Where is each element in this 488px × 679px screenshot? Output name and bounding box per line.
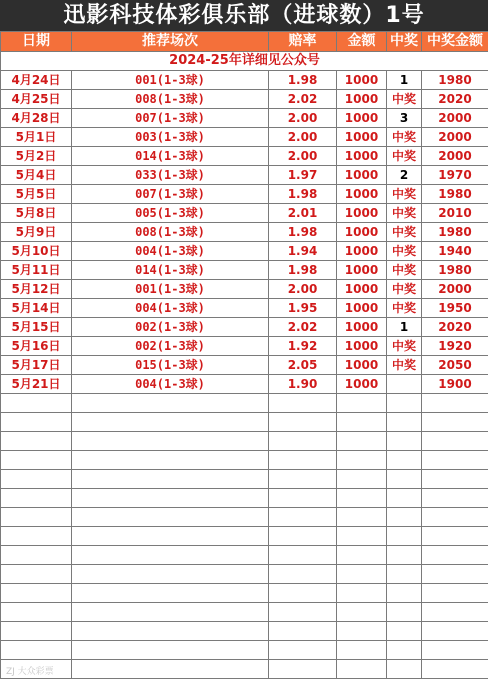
empty-row — [1, 508, 488, 527]
cell-date: 5月21日 — [1, 375, 72, 394]
cell-amount: 1000 — [337, 375, 387, 394]
cell-odds: 1.95 — [269, 299, 337, 318]
empty-row — [1, 641, 488, 660]
cell-odds: 1.97 — [269, 166, 337, 185]
empty-cell — [269, 413, 337, 432]
cell-match: 008(1-3球) — [72, 223, 269, 242]
empty-cell — [337, 432, 387, 451]
empty-row — [1, 584, 488, 603]
cell-prize: 2020 — [422, 318, 488, 337]
cell-result: 中奖 — [387, 261, 422, 280]
subtitle-row — [1, 52, 488, 71]
empty-cell — [337, 451, 387, 470]
cell-result: 2 — [387, 166, 422, 185]
header-match: 推荐场次 — [72, 32, 269, 52]
cell-odds: 1.90 — [269, 375, 337, 394]
empty-cell — [337, 641, 387, 660]
empty-row — [1, 432, 488, 451]
header-result: 中奖 — [387, 32, 422, 52]
empty-cell — [387, 508, 422, 527]
cell-prize: 2000 — [422, 109, 488, 128]
cell-amount: 1000 — [337, 166, 387, 185]
cell-date: 5月15日 — [1, 318, 72, 337]
empty-cell — [72, 641, 269, 660]
cell-prize: 2010 — [422, 204, 488, 223]
cell-match: 007(1-3球) — [72, 109, 269, 128]
cell-match: 004(1-3球) — [72, 375, 269, 394]
empty-row — [1, 660, 488, 679]
header-date: 日期 — [1, 32, 72, 52]
cell-result: 3 — [387, 109, 422, 128]
header-odds: 赔率 — [269, 32, 337, 52]
empty-cell — [387, 451, 422, 470]
cell-amount: 1000 — [337, 128, 387, 147]
cell-amount: 1000 — [337, 337, 387, 356]
cell-match: 033(1-3球) — [72, 166, 269, 185]
empty-row — [1, 527, 488, 546]
empty-cell — [337, 584, 387, 603]
empty-cell — [1, 603, 72, 622]
cell-match: 002(1-3球) — [72, 337, 269, 356]
cell-result: 中奖 — [387, 90, 422, 109]
empty-cell — [337, 413, 387, 432]
cell-odds: 1.92 — [269, 337, 337, 356]
empty-cell — [422, 565, 488, 584]
cell-amount: 1000 — [337, 147, 387, 166]
cell-date: 4月24日 — [1, 71, 72, 90]
cell-result: 中奖 — [387, 299, 422, 318]
cell-date: 5月2日 — [1, 147, 72, 166]
cell-date: 5月11日 — [1, 261, 72, 280]
cell-result — [387, 375, 422, 394]
empty-cell — [269, 432, 337, 451]
empty-row — [1, 394, 488, 413]
empty-cell — [387, 546, 422, 565]
empty-cell — [72, 489, 269, 508]
cell-amount: 1000 — [337, 204, 387, 223]
empty-cell — [72, 451, 269, 470]
empty-cell — [72, 413, 269, 432]
table-row — [1, 375, 488, 394]
table-row — [1, 337, 488, 356]
empty-cell — [72, 565, 269, 584]
empty-cell — [1, 641, 72, 660]
table-row — [1, 185, 488, 204]
watermark: ZJ 大众彩票 — [6, 667, 54, 677]
empty-cell — [269, 508, 337, 527]
cell-result: 中奖 — [387, 356, 422, 375]
empty-cell — [269, 622, 337, 641]
cell-date: 5月16日 — [1, 337, 72, 356]
empty-cell — [72, 603, 269, 622]
cell-date: 5月14日 — [1, 299, 72, 318]
empty-cell — [269, 565, 337, 584]
empty-cell — [422, 489, 488, 508]
empty-cell — [387, 432, 422, 451]
table-row — [1, 280, 488, 299]
table-row — [1, 356, 488, 375]
empty-cell — [422, 641, 488, 660]
empty-cell — [337, 565, 387, 584]
table-row — [1, 223, 488, 242]
empty-cell — [337, 508, 387, 527]
empty-cell — [387, 622, 422, 641]
empty-cell — [269, 394, 337, 413]
cell-date: 5月4日 — [1, 166, 72, 185]
empty-cell — [337, 622, 387, 641]
cell-match: 003(1-3球) — [72, 128, 269, 147]
cell-prize: 1900 — [422, 375, 488, 394]
empty-cell — [422, 603, 488, 622]
empty-cell — [337, 546, 387, 565]
cell-match: 002(1-3球) — [72, 318, 269, 337]
empty-cell — [387, 527, 422, 546]
empty-row — [1, 603, 488, 622]
header-prize: 中奖金额 — [422, 32, 488, 52]
cell-amount: 1000 — [337, 318, 387, 337]
empty-cell — [337, 660, 387, 679]
cell-match: 014(1-3球) — [72, 147, 269, 166]
empty-cell — [269, 527, 337, 546]
empty-cell — [422, 660, 488, 679]
table-row — [1, 90, 488, 109]
cell-match: 014(1-3球) — [72, 261, 269, 280]
cell-prize: 2000 — [422, 128, 488, 147]
empty-cell — [72, 394, 269, 413]
cell-amount: 1000 — [337, 356, 387, 375]
cell-date: 5月12日 — [1, 280, 72, 299]
empty-row — [1, 470, 488, 489]
empty-cell — [422, 508, 488, 527]
cell-match: 007(1-3球) — [72, 185, 269, 204]
table-row — [1, 242, 488, 261]
cell-result: 1 — [387, 71, 422, 90]
empty-cell — [387, 660, 422, 679]
cell-prize: 1950 — [422, 299, 488, 318]
empty-cell — [387, 641, 422, 660]
empty-cell — [422, 413, 488, 432]
empty-cell — [387, 603, 422, 622]
cell-odds: 2.05 — [269, 356, 337, 375]
cell-result: 中奖 — [387, 223, 422, 242]
table-row — [1, 109, 488, 128]
empty-cell — [1, 622, 72, 641]
cell-odds: 1.98 — [269, 223, 337, 242]
cell-date: 4月25日 — [1, 90, 72, 109]
cell-prize: 1940 — [422, 242, 488, 261]
empty-cell — [72, 508, 269, 527]
cell-prize: 2050 — [422, 356, 488, 375]
cell-prize: 1970 — [422, 166, 488, 185]
cell-date: 5月9日 — [1, 223, 72, 242]
empty-cell — [72, 432, 269, 451]
cell-date: 5月5日 — [1, 185, 72, 204]
empty-cell — [422, 584, 488, 603]
empty-row — [1, 451, 488, 470]
cell-date: 5月1日 — [1, 128, 72, 147]
empty-cell — [337, 527, 387, 546]
cell-prize: 2000 — [422, 147, 488, 166]
table-row — [1, 128, 488, 147]
cell-amount: 1000 — [337, 109, 387, 128]
empty-cell — [337, 470, 387, 489]
cell-odds: 2.02 — [269, 90, 337, 109]
cell-prize: 1980 — [422, 185, 488, 204]
empty-cell — [337, 394, 387, 413]
empty-cell — [72, 470, 269, 489]
empty-cell — [1, 432, 72, 451]
empty-cell — [72, 527, 269, 546]
empty-cell — [422, 470, 488, 489]
cell-prize: 1980 — [422, 223, 488, 242]
empty-cell — [1, 470, 72, 489]
cell-amount: 1000 — [337, 242, 387, 261]
record-table — [0, 31, 488, 679]
cell-odds: 1.98 — [269, 71, 337, 90]
empty-cell — [269, 660, 337, 679]
empty-row — [1, 489, 488, 508]
empty-cell — [269, 451, 337, 470]
empty-cell — [269, 641, 337, 660]
empty-cell — [1, 508, 72, 527]
empty-cell — [1, 413, 72, 432]
empty-cell — [422, 394, 488, 413]
cell-prize: 2000 — [422, 280, 488, 299]
table-row — [1, 204, 488, 223]
cell-amount: 1000 — [337, 280, 387, 299]
empty-cell — [387, 413, 422, 432]
empty-cell — [72, 584, 269, 603]
empty-cell — [1, 489, 72, 508]
sheet-title: 迅影科技体彩俱乐部（进球数）1号 — [0, 0, 488, 31]
empty-row — [1, 413, 488, 432]
cell-odds: 2.00 — [269, 128, 337, 147]
empty-cell — [422, 546, 488, 565]
cell-match: 015(1-3球) — [72, 356, 269, 375]
cell-match: 004(1-3球) — [72, 299, 269, 318]
cell-result: 1 — [387, 318, 422, 337]
table-row — [1, 318, 488, 337]
cell-odds: 1.94 — [269, 242, 337, 261]
header-amount: 金额 — [337, 32, 387, 52]
empty-cell — [269, 470, 337, 489]
empty-cell — [72, 660, 269, 679]
cell-prize: 1980 — [422, 261, 488, 280]
cell-match: 004(1-3球) — [72, 242, 269, 261]
table-row — [1, 261, 488, 280]
table-row — [1, 147, 488, 166]
empty-cell — [1, 394, 72, 413]
cell-prize: 1980 — [422, 71, 488, 90]
cell-odds: 2.01 — [269, 204, 337, 223]
table-row — [1, 166, 488, 185]
cell-result: 中奖 — [387, 337, 422, 356]
header-row — [1, 32, 488, 52]
empty-cell — [422, 527, 488, 546]
cell-amount: 1000 — [337, 299, 387, 318]
empty-cell — [1, 546, 72, 565]
cell-date: 5月17日 — [1, 356, 72, 375]
cell-result: 中奖 — [387, 204, 422, 223]
cell-prize: 2020 — [422, 90, 488, 109]
cell-odds: 2.00 — [269, 109, 337, 128]
subtitle: 2024-25年详细见公众号 — [1, 52, 488, 71]
cell-odds: 1.98 — [269, 185, 337, 204]
empty-cell — [387, 584, 422, 603]
cell-odds: 2.00 — [269, 280, 337, 299]
empty-row — [1, 565, 488, 584]
empty-row — [1, 622, 488, 641]
cell-amount: 1000 — [337, 223, 387, 242]
empty-cell — [387, 489, 422, 508]
empty-cell — [269, 603, 337, 622]
cell-odds: 2.02 — [269, 318, 337, 337]
cell-date: 4月28日 — [1, 109, 72, 128]
empty-cell — [1, 451, 72, 470]
cell-odds: 1.98 — [269, 261, 337, 280]
cell-amount: 1000 — [337, 90, 387, 109]
empty-cell — [337, 603, 387, 622]
empty-cell — [72, 622, 269, 641]
cell-amount: 1000 — [337, 261, 387, 280]
cell-match: 001(1-3球) — [72, 280, 269, 299]
empty-cell — [387, 394, 422, 413]
empty-cell — [72, 546, 269, 565]
cell-result: 中奖 — [387, 147, 422, 166]
cell-amount: 1000 — [337, 71, 387, 90]
cell-result: 中奖 — [387, 185, 422, 204]
empty-cell — [1, 565, 72, 584]
empty-row — [1, 546, 488, 565]
cell-amount: 1000 — [337, 185, 387, 204]
empty-cell — [269, 546, 337, 565]
empty-cell — [387, 565, 422, 584]
empty-cell — [422, 622, 488, 641]
cell-result: 中奖 — [387, 128, 422, 147]
cell-match: 008(1-3球) — [72, 90, 269, 109]
cell-prize: 1920 — [422, 337, 488, 356]
table-row — [1, 71, 488, 90]
empty-cell — [387, 470, 422, 489]
table-row — [1, 299, 488, 318]
empty-cell — [269, 489, 337, 508]
cell-result: 中奖 — [387, 280, 422, 299]
empty-cell — [422, 451, 488, 470]
cell-match: 005(1-3球) — [72, 204, 269, 223]
empty-cell — [1, 527, 72, 546]
cell-date: 5月8日 — [1, 204, 72, 223]
cell-result: 中奖 — [387, 242, 422, 261]
cell-match: 001(1-3球) — [72, 71, 269, 90]
empty-cell — [1, 584, 72, 603]
empty-cell — [269, 584, 337, 603]
cell-odds: 2.00 — [269, 147, 337, 166]
empty-cell — [422, 432, 488, 451]
empty-cell — [337, 489, 387, 508]
cell-date: 5月10日 — [1, 242, 72, 261]
